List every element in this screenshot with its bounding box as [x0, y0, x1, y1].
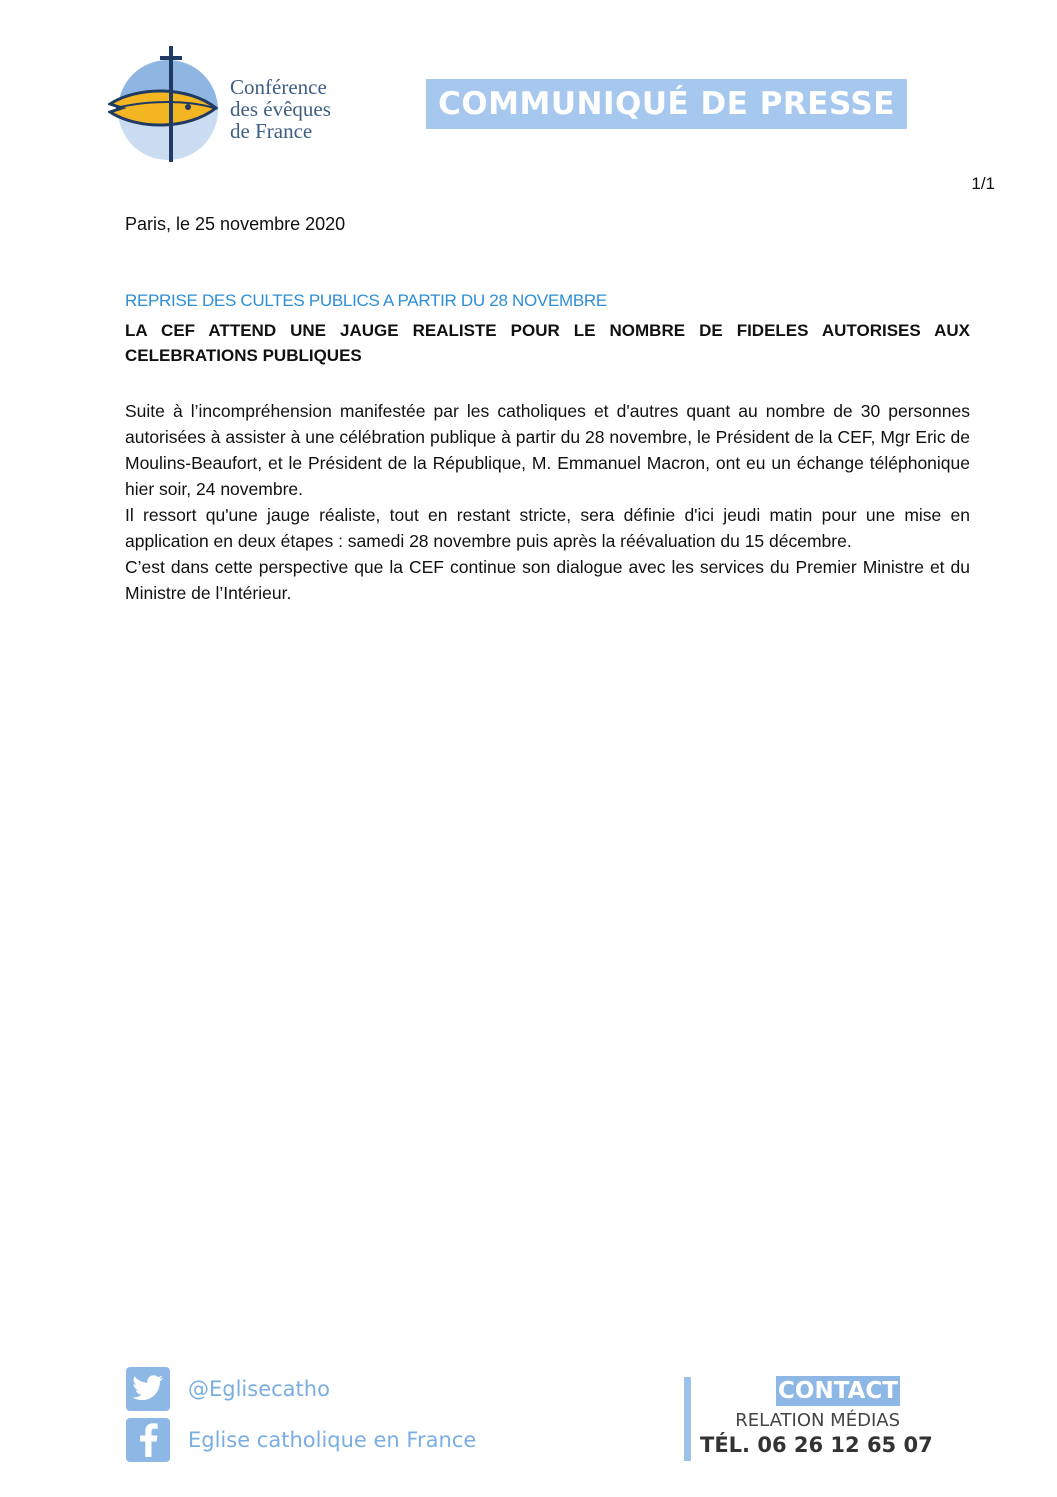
twitter-bird-icon: [126, 1367, 170, 1411]
paragraph-2: Il ressort qu'une jauge réaliste, tout en restant stricte, sera définie d'ici jeudi matin pour une mise en application en deux étapes : samedi 28 novembre puis après la réévaluation du 15 décembre.: [125, 505, 970, 551]
body-text: [125, 398, 970, 606]
contact-divider: [684, 1377, 691, 1461]
paragraph-1: Suite à l’incompréhension manifestée par les catholiques et d'autres quant au nombre de 30 personnes autorisées à assister à une célébration publique à partir du 28 novembre, le Président de la CEF, Mgr Eric de Moulins-Beaufort, et le Président de la République, M. Emmanuel Macron, ont eu un échange téléphonique hier soir, 24 novembre.: [125, 401, 970, 499]
headline-secondary: LA CEF ATTEND UNE JAUGE REALISTE POUR LE NOMBRE DE FIDELES AUTORISES AUX CELEBRATIONS PUBLIQUES: [125, 321, 970, 365]
facebook-f-icon: [126, 1418, 170, 1462]
logo-line-3: de France: [230, 119, 313, 143]
date-line: Paris, le 25 novembre 2020: [125, 214, 346, 234]
facebook-link[interactable]: [126, 1418, 476, 1462]
cef-emblem-icon: [108, 46, 228, 168]
cef-logo: [108, 46, 358, 168]
twitter-handle: @Eglisecatho: [188, 1377, 330, 1401]
logo-line-1: Conférence: [230, 75, 327, 99]
logo-wordmark: [230, 76, 331, 142]
press-release-banner: COMMUNIQUÉ DE PRESSE: [426, 79, 907, 129]
contact-title: CONTACT: [778, 1378, 898, 1404]
paragraph-3: C’est dans cette perspective que la CEF continue son dialogue avec les services du Premier Ministre et du Ministre de l’Intérieur.: [125, 557, 970, 603]
contact-block: [700, 1376, 933, 1457]
facebook-page-name: Eglise catholique en France: [188, 1428, 477, 1452]
twitter-link[interactable]: [126, 1367, 330, 1411]
contact-subtitle: RELATION MÉDIAS: [735, 1410, 900, 1431]
headline-primary: REPRISE DES CULTES PUBLICS A PARTIR DU 28 NOVEMBRE: [125, 291, 607, 310]
logo-line-2: des évêques: [230, 97, 331, 121]
page-number: 1/1: [971, 174, 995, 193]
contact-phone[interactable]: TÉL. 06 26 12 65 07: [700, 1433, 933, 1457]
